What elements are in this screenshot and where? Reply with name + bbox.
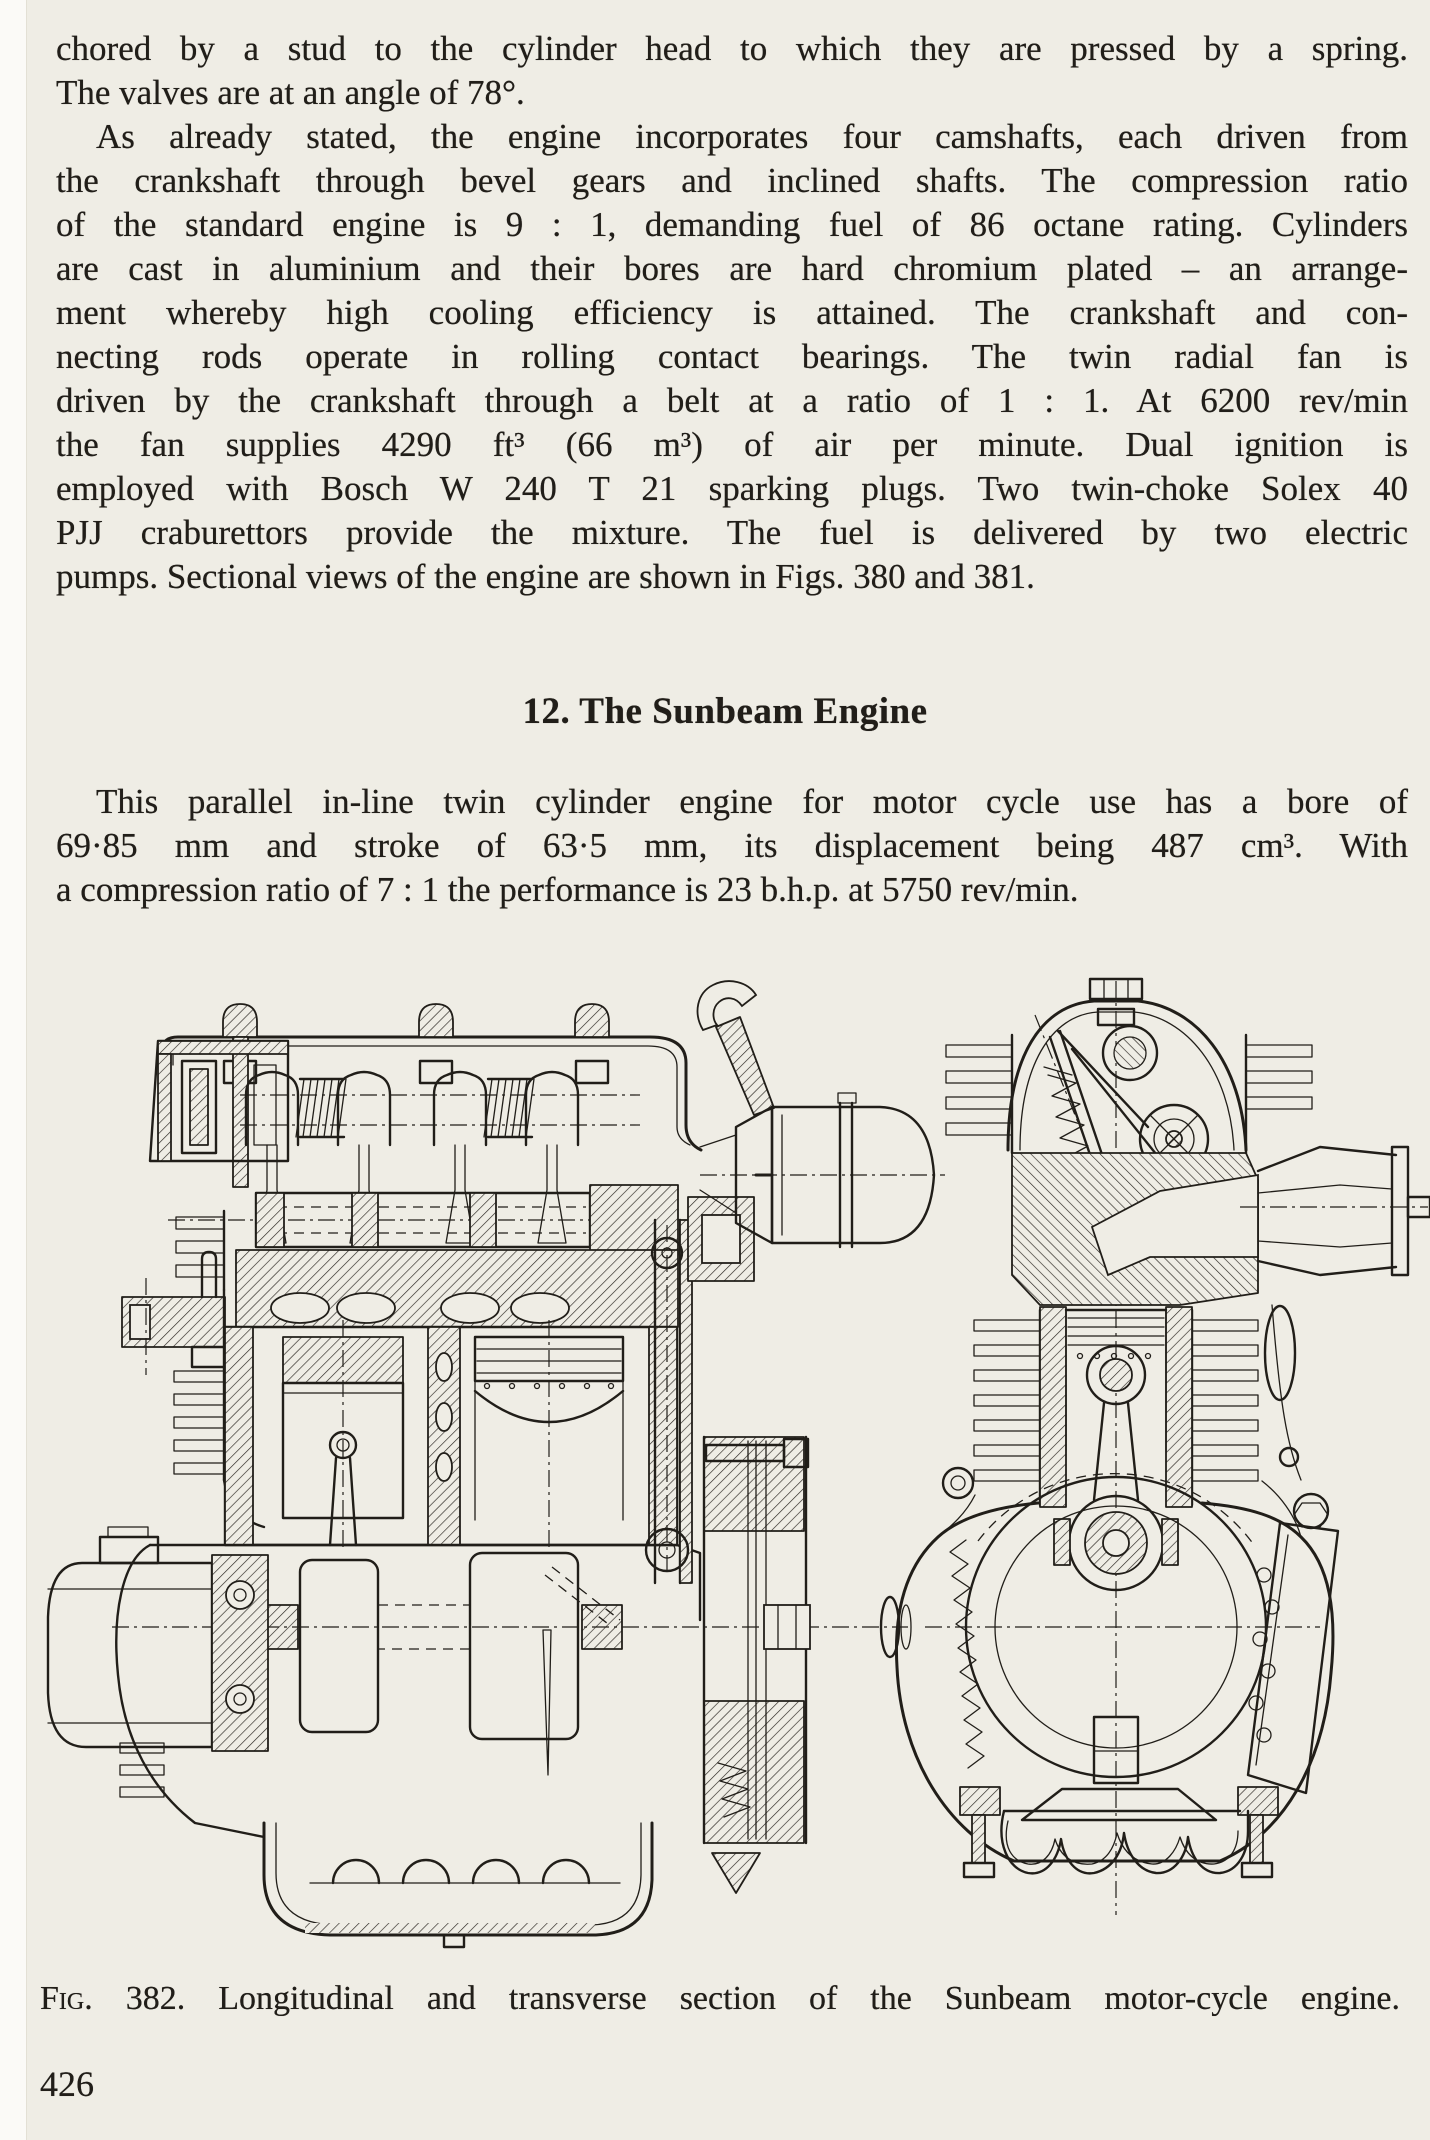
text-line: driven by the crankshaft through a belt at a ratio of 1 : 1. At 6200 rev/min xyxy=(56,381,1408,420)
text-line: PJJ craburettors provide the mixture. The fuel is delivered by two electric xyxy=(56,513,1408,552)
cam-chain-case xyxy=(150,1041,288,1161)
generator xyxy=(48,1527,212,1747)
text-line: The valves are at an angle of 78°. xyxy=(56,73,525,112)
paragraph-engine-details xyxy=(56,115,1408,599)
text-line: employed with Bosch W 240 T 21 sparking plugs. Two twin-choke Solex 40 xyxy=(56,469,1408,508)
paragraph-sunbeam xyxy=(56,780,1408,912)
engine-mounts xyxy=(960,1787,1278,1877)
figure-longitudinal-view xyxy=(48,981,945,1947)
cylinder-block xyxy=(225,1320,677,1550)
text-line: a compression ratio of 7 : 1 the performance is 23 b.h.p. at 5750 rev/min. xyxy=(56,870,1079,909)
text-line: 69·85 mm and stroke of 63·5 mm, its displacement being 487 cm³. With xyxy=(56,826,1408,865)
air-filter xyxy=(700,1093,945,1247)
figure-caption-label: Fig. 382. xyxy=(40,1980,186,2017)
text-line: the fan supplies 4290 ft³ (66 m³) of air per minute. Dual ignition is xyxy=(56,425,1408,464)
text-line: This parallel in-line twin cylinder engine for motor cycle use has a bore of xyxy=(96,782,1408,821)
text-line: As already stated, the engine incorporates four camshafts, each driven from xyxy=(96,117,1408,156)
text-line: chored by a stud to the cylinder head to which they are pressed by a spring. xyxy=(56,29,1408,68)
engine-sections-figure xyxy=(0,975,1430,1980)
cylinder-head-dome xyxy=(1008,979,1246,1173)
text-line: are cast in aluminium and their bores are hard chromium plated – an arrange- xyxy=(56,249,1408,288)
piston-transverse xyxy=(1066,1310,1166,1450)
sunbeam-paragraph-block xyxy=(56,780,1408,912)
figure-caption-text: Longitudinal and transverse section of the Sunbeam motor-cycle engine. xyxy=(218,1980,1401,2017)
section-heading: 12. The Sunbeam Engine xyxy=(522,691,928,732)
carburettor-flange xyxy=(1240,1147,1430,1275)
piston-right xyxy=(475,1320,623,1550)
engine-mounting-lug xyxy=(122,1252,226,1375)
clutch-assembly xyxy=(704,1437,911,1893)
head-casting-section xyxy=(1012,1153,1258,1305)
text-line: of the standard engine is 9 : 1, demanding fuel of 86 octane rating. Cylinders xyxy=(56,205,1408,244)
camshaft xyxy=(168,1185,700,1255)
page-number: 426 xyxy=(40,2064,94,2104)
valve-gear xyxy=(240,1072,640,1243)
text-line: the crankshaft through bevel gears and inclined shafts. The compression ratio xyxy=(56,161,1408,200)
text-line: necting rods operate in rolling contact bearings. The twin radial fan is xyxy=(56,337,1408,376)
text-line: ment whereby high cooling efficiency is attained. The crankshaft and con- xyxy=(56,293,1408,332)
piston-left-sectioned xyxy=(283,1320,403,1550)
main-bearings xyxy=(212,1555,268,1751)
figure-caption xyxy=(40,1978,1400,2020)
body-text-block xyxy=(56,27,1408,599)
figure-transverse-view xyxy=(896,979,1430,1915)
paragraph-valves xyxy=(56,27,1408,115)
text-line: pumps. Sectional views of the engine are shown in Figs. 380 and 381. xyxy=(56,557,1035,596)
wrench xyxy=(698,981,774,1115)
oil-sump xyxy=(264,1823,652,1947)
oil-strainer xyxy=(1248,1494,1338,1793)
cylinder-head-section xyxy=(236,1250,678,1327)
